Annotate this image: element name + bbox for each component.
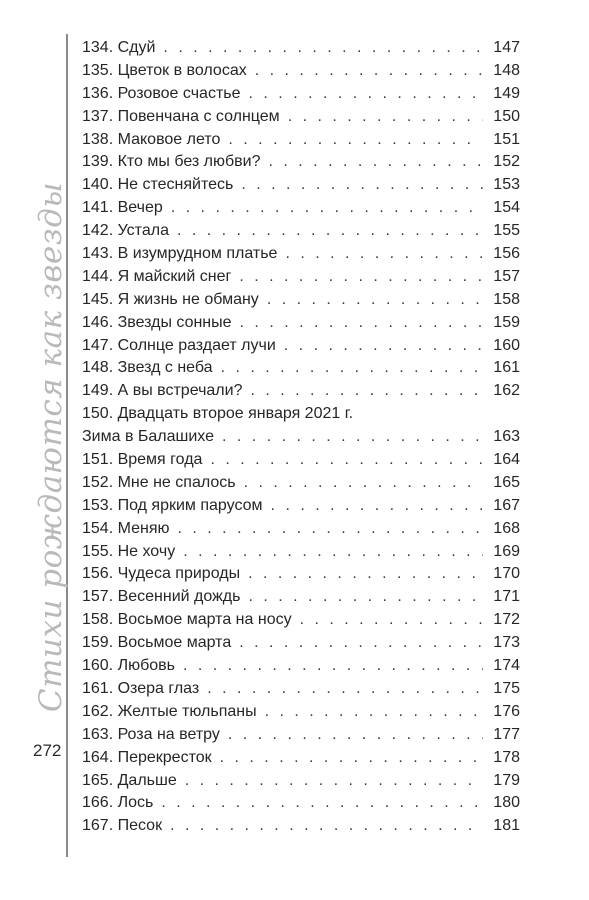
dot-leader (240, 312, 483, 335)
toc-entry-title: 167. Песок (82, 817, 163, 835)
dot-leader (207, 678, 483, 701)
toc-entry (82, 678, 520, 701)
toc-entry-title: 165. Дальше (82, 771, 177, 789)
toc-entry-title: 154. Меняю (82, 519, 170, 537)
dot-leader (185, 770, 483, 793)
toc-entry-page: 151 (493, 130, 520, 148)
dot-leader (250, 380, 483, 403)
toc-entry (82, 792, 520, 815)
toc-entry-page: 179 (493, 771, 520, 789)
dot-leader (228, 724, 483, 747)
dot-leader (300, 609, 483, 632)
dot-leader (248, 563, 483, 586)
toc-entry (82, 426, 520, 449)
toc-entry-title: 148. Звезд с неба (82, 359, 213, 377)
toc-entry-title: 155. Не хочу (82, 542, 176, 560)
toc-entry (82, 335, 520, 358)
dot-leader (171, 197, 483, 220)
toc-entry-page: 171 (493, 588, 520, 606)
toc-entry (82, 770, 520, 793)
toc-entry-page: 170 (493, 565, 520, 583)
toc-entry-title: 141. Вечер (82, 199, 163, 217)
toc-entry-title: 151. Время года (82, 451, 203, 469)
toc-entry (82, 747, 520, 770)
toc-entry (82, 449, 520, 472)
toc-entry-title: 162. Желтые тюльпаны (82, 702, 257, 720)
toc-entry-title: 157. Весенний дождь (82, 588, 241, 606)
toc-entry (82, 174, 520, 197)
toc-entry-title: 160. Любовь (82, 657, 175, 675)
toc-entry (82, 724, 520, 747)
toc-entry-page: 147 (493, 39, 520, 56)
toc-entry-title: 150. Двадцать второе января 2021 г. (82, 405, 354, 423)
toc-entry-title: 135. Цветок в волосах (82, 61, 247, 79)
dot-leader (220, 747, 483, 770)
dot-leader (177, 220, 483, 243)
dot-leader (255, 60, 483, 83)
dot-leader (161, 792, 483, 815)
toc-entry-title: 143. В изумрудном платье (82, 245, 278, 263)
toc-entry-page: 163 (493, 428, 520, 446)
toc-entry-title: 146. Звезды сонные (82, 313, 232, 331)
dot-leader (183, 655, 483, 678)
dot-leader (244, 472, 483, 495)
toc-entry-title: 138. Маковое лето (82, 130, 221, 148)
dot-leader (269, 151, 484, 174)
toc-entry-title: 136. Розовое счастье (82, 84, 241, 102)
dot-leader (249, 83, 483, 106)
dot-leader (239, 632, 483, 655)
toc-entry-page: 149 (493, 84, 520, 102)
toc-entry-page: 159 (493, 313, 520, 331)
toc-entry (82, 106, 520, 129)
toc-entry (82, 37, 520, 60)
toc-entry-page: 155 (493, 222, 520, 240)
toc-entry (82, 266, 520, 289)
toc-entry (82, 632, 520, 655)
toc-entry-page: 148 (493, 61, 520, 79)
toc-entry-page: 158 (493, 290, 520, 308)
toc-entry (82, 220, 520, 243)
toc-entry-title: 145. Я жизнь не обману (82, 290, 259, 308)
toc-entry-page: 156 (493, 245, 520, 263)
toc-entry-title: 156. Чудеса природы (82, 565, 241, 583)
toc-entry (82, 60, 520, 83)
dot-leader (267, 289, 483, 312)
dot-leader (248, 586, 483, 609)
toc-entry (82, 197, 520, 220)
toc-entry (82, 541, 520, 564)
running-title: Стихи рождаются как звезды (33, 181, 69, 713)
toc-entry-title: 164. Перекресток (82, 748, 212, 766)
toc-entry (82, 563, 520, 586)
toc-entry-title: 144. Я майский снег (82, 267, 232, 285)
toc-entry-page: 180 (493, 794, 520, 812)
dot-leader (288, 106, 483, 129)
toc-entry-page: 175 (493, 679, 520, 697)
toc-entry-title: 149. А вы встречали? (82, 382, 243, 400)
toc-entry-page: 160 (493, 336, 520, 354)
dot-leader (239, 266, 483, 289)
toc-entry-page: 178 (493, 748, 520, 766)
dot-leader (163, 37, 483, 60)
toc-entry (82, 129, 520, 152)
toc-entry (82, 518, 520, 541)
dot-leader (210, 449, 483, 472)
toc-entry (82, 586, 520, 609)
toc-entry (82, 357, 520, 380)
toc-entry-title: 158. Восьмое марта на носу (82, 611, 292, 629)
toc-entry-title: 134. Сдуй (82, 39, 156, 56)
toc-entry (82, 380, 520, 403)
toc-entry-page: 150 (493, 107, 520, 125)
dot-leader (178, 518, 484, 541)
toc-entry (82, 83, 520, 106)
page-number: 272 (33, 741, 62, 760)
toc-entry (82, 655, 520, 678)
toc-entry (82, 403, 520, 426)
toc-entry (82, 151, 520, 174)
dot-leader (271, 495, 483, 518)
toc-entry (82, 243, 520, 266)
toc-entry-title: 137. Повенчана с солнцем (82, 107, 280, 125)
toc-entry-page: 164 (493, 451, 520, 469)
toc-entry (82, 312, 520, 335)
toc-entry-title: 140. Не стесняйтесь (82, 176, 234, 194)
toc-entry-title: 139. Кто мы без любви? (82, 153, 261, 171)
toc-entry-page: 152 (493, 153, 520, 171)
toc-entry-page: 161 (493, 359, 520, 377)
dot-leader (221, 357, 483, 380)
toc-entry-page: 165 (493, 473, 520, 491)
toc-entry-page: 162 (493, 382, 520, 400)
dot-leader (228, 129, 483, 152)
toc-entry (82, 609, 520, 632)
toc-entry-page: 172 (493, 611, 520, 629)
toc-entry (82, 815, 520, 838)
dot-leader (183, 541, 483, 564)
toc-entry-title: 147. Солнце раздает лучи (82, 336, 276, 354)
toc-entry-title: 153. Под ярким парусом (82, 496, 263, 514)
toc-entry-page: 157 (493, 267, 520, 285)
dot-leader (265, 701, 483, 724)
toc-entry-title: 163. Роза на ветру (82, 725, 220, 743)
dot-leader (222, 426, 483, 449)
toc-entry (82, 472, 520, 495)
toc-entry-page: 169 (493, 542, 520, 560)
toc-entry-page: 154 (493, 199, 520, 217)
dot-leader (284, 335, 483, 358)
toc-entry-page: 174 (493, 657, 520, 675)
dot-leader (241, 174, 483, 197)
toc-entry-title: 159. Восьмое марта (82, 634, 232, 652)
toc-entry-page: 167 (493, 496, 520, 514)
toc-entry-title: 152. Мне не спалось (82, 473, 236, 491)
toc-entry-title: Зима в Балашихе (82, 428, 215, 446)
toc-entry-title: 142. Устала (82, 222, 169, 240)
toc-entry (82, 495, 520, 518)
toc-entry-page: 181 (493, 817, 520, 835)
toc-entry-page: 168 (493, 519, 520, 537)
table-of-contents (82, 37, 520, 838)
toc-entry-title: 161. Озера глаз (82, 679, 200, 697)
toc-entry-title: 166. Лось (82, 794, 154, 812)
toc-entry-page: 177 (493, 725, 520, 743)
dot-leader (170, 815, 483, 838)
toc-entry (82, 701, 520, 724)
toc-entry-page: 176 (493, 702, 520, 720)
toc-entry-page: 153 (493, 176, 520, 194)
toc-entry (82, 289, 520, 312)
dot-leader (285, 243, 483, 266)
toc-entry-page: 173 (493, 634, 520, 652)
